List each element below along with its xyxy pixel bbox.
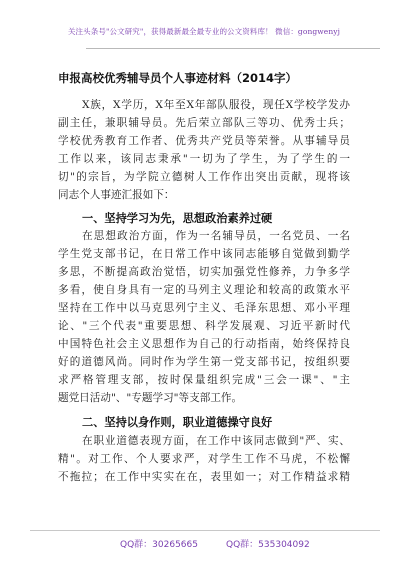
body-line: 论、"三个代表"重要思想、科学发展观、习近平新时代 [58,320,350,332]
body-line: 不拖拉；在工作中实实在在，表里如一；对工作精益求精 [58,471,350,483]
body-line: 好的道德风尚。同时作为学生第一党支部书记，按组织要 [58,356,350,368]
intro-line: 同志个人事迹汇报如下： [58,189,175,201]
body-line: 求严格管理支部，按时保量组织完成"三会一课"、"主 [58,374,350,386]
body-line: 在职业道德表现方面，在工作中该同志做到"严、实、 [82,435,350,447]
header-divider [86,48,380,49]
body-line: 在思想政治方面，作为一名辅导员，一名党员、一名 [82,230,350,242]
body-line: 坚持在工作中以马克思列宁主义、毛泽东思想、邓小平理 [58,302,350,314]
footer-qq-group-1: QQ群：30265665 [120,540,198,550]
section-1-heading: 一、坚持学习为先，思想政治素养过硬 [82,212,273,225]
document-title: 申报高校优秀辅导员个人事迹材料（2014字） [58,71,298,85]
intro-line: 学校优秀教育工作者、优秀共产党员等荣誉。从事辅导员 [58,135,350,147]
body-line: 题党日活动"、"专题学习"等支部工作。 [58,392,243,404]
section-2-heading: 二、坚持以身作则，职业道德操守良好 [82,416,273,429]
intro-line: X族，X学历，X年至X年部队服役，现任X学校学发办 [82,99,350,111]
footer-divider [30,530,380,531]
body-line: 多看，使自身具有一定的马列主义理论和较高的政策水平 [58,284,350,296]
footer-qq-group-2: QQ群：535304092 [226,540,310,550]
intro-line: 工作以来，该同志秉承"一切为了学生，为了学生的一 [58,153,350,165]
body-line: 学生党支部书记，在日常工作中该同志能够自觉做到勤学 [58,248,350,260]
body-line: 多思，不断提高政治觉悟，切实加强党性修养，力争多学 [58,266,350,278]
body-line: 中国特色社会主义思想作为自己的行动指南，始终保持良 [58,338,350,350]
body-line: 精"。对工作、个人要求严，对学生工作不马虎，不松懈 [58,453,350,465]
intro-line: 切"的宗旨，为学院立德树人工作作出突出贡献，现将该 [58,171,350,183]
intro-line: 副主任，兼职辅导员。先后荣立部队三等功、优秀士兵； [58,117,350,129]
header-banner: 关注头条号"公文研究"，获得最新最全最专业的公文资料库！ 微信：gongwenyj [67,27,341,36]
